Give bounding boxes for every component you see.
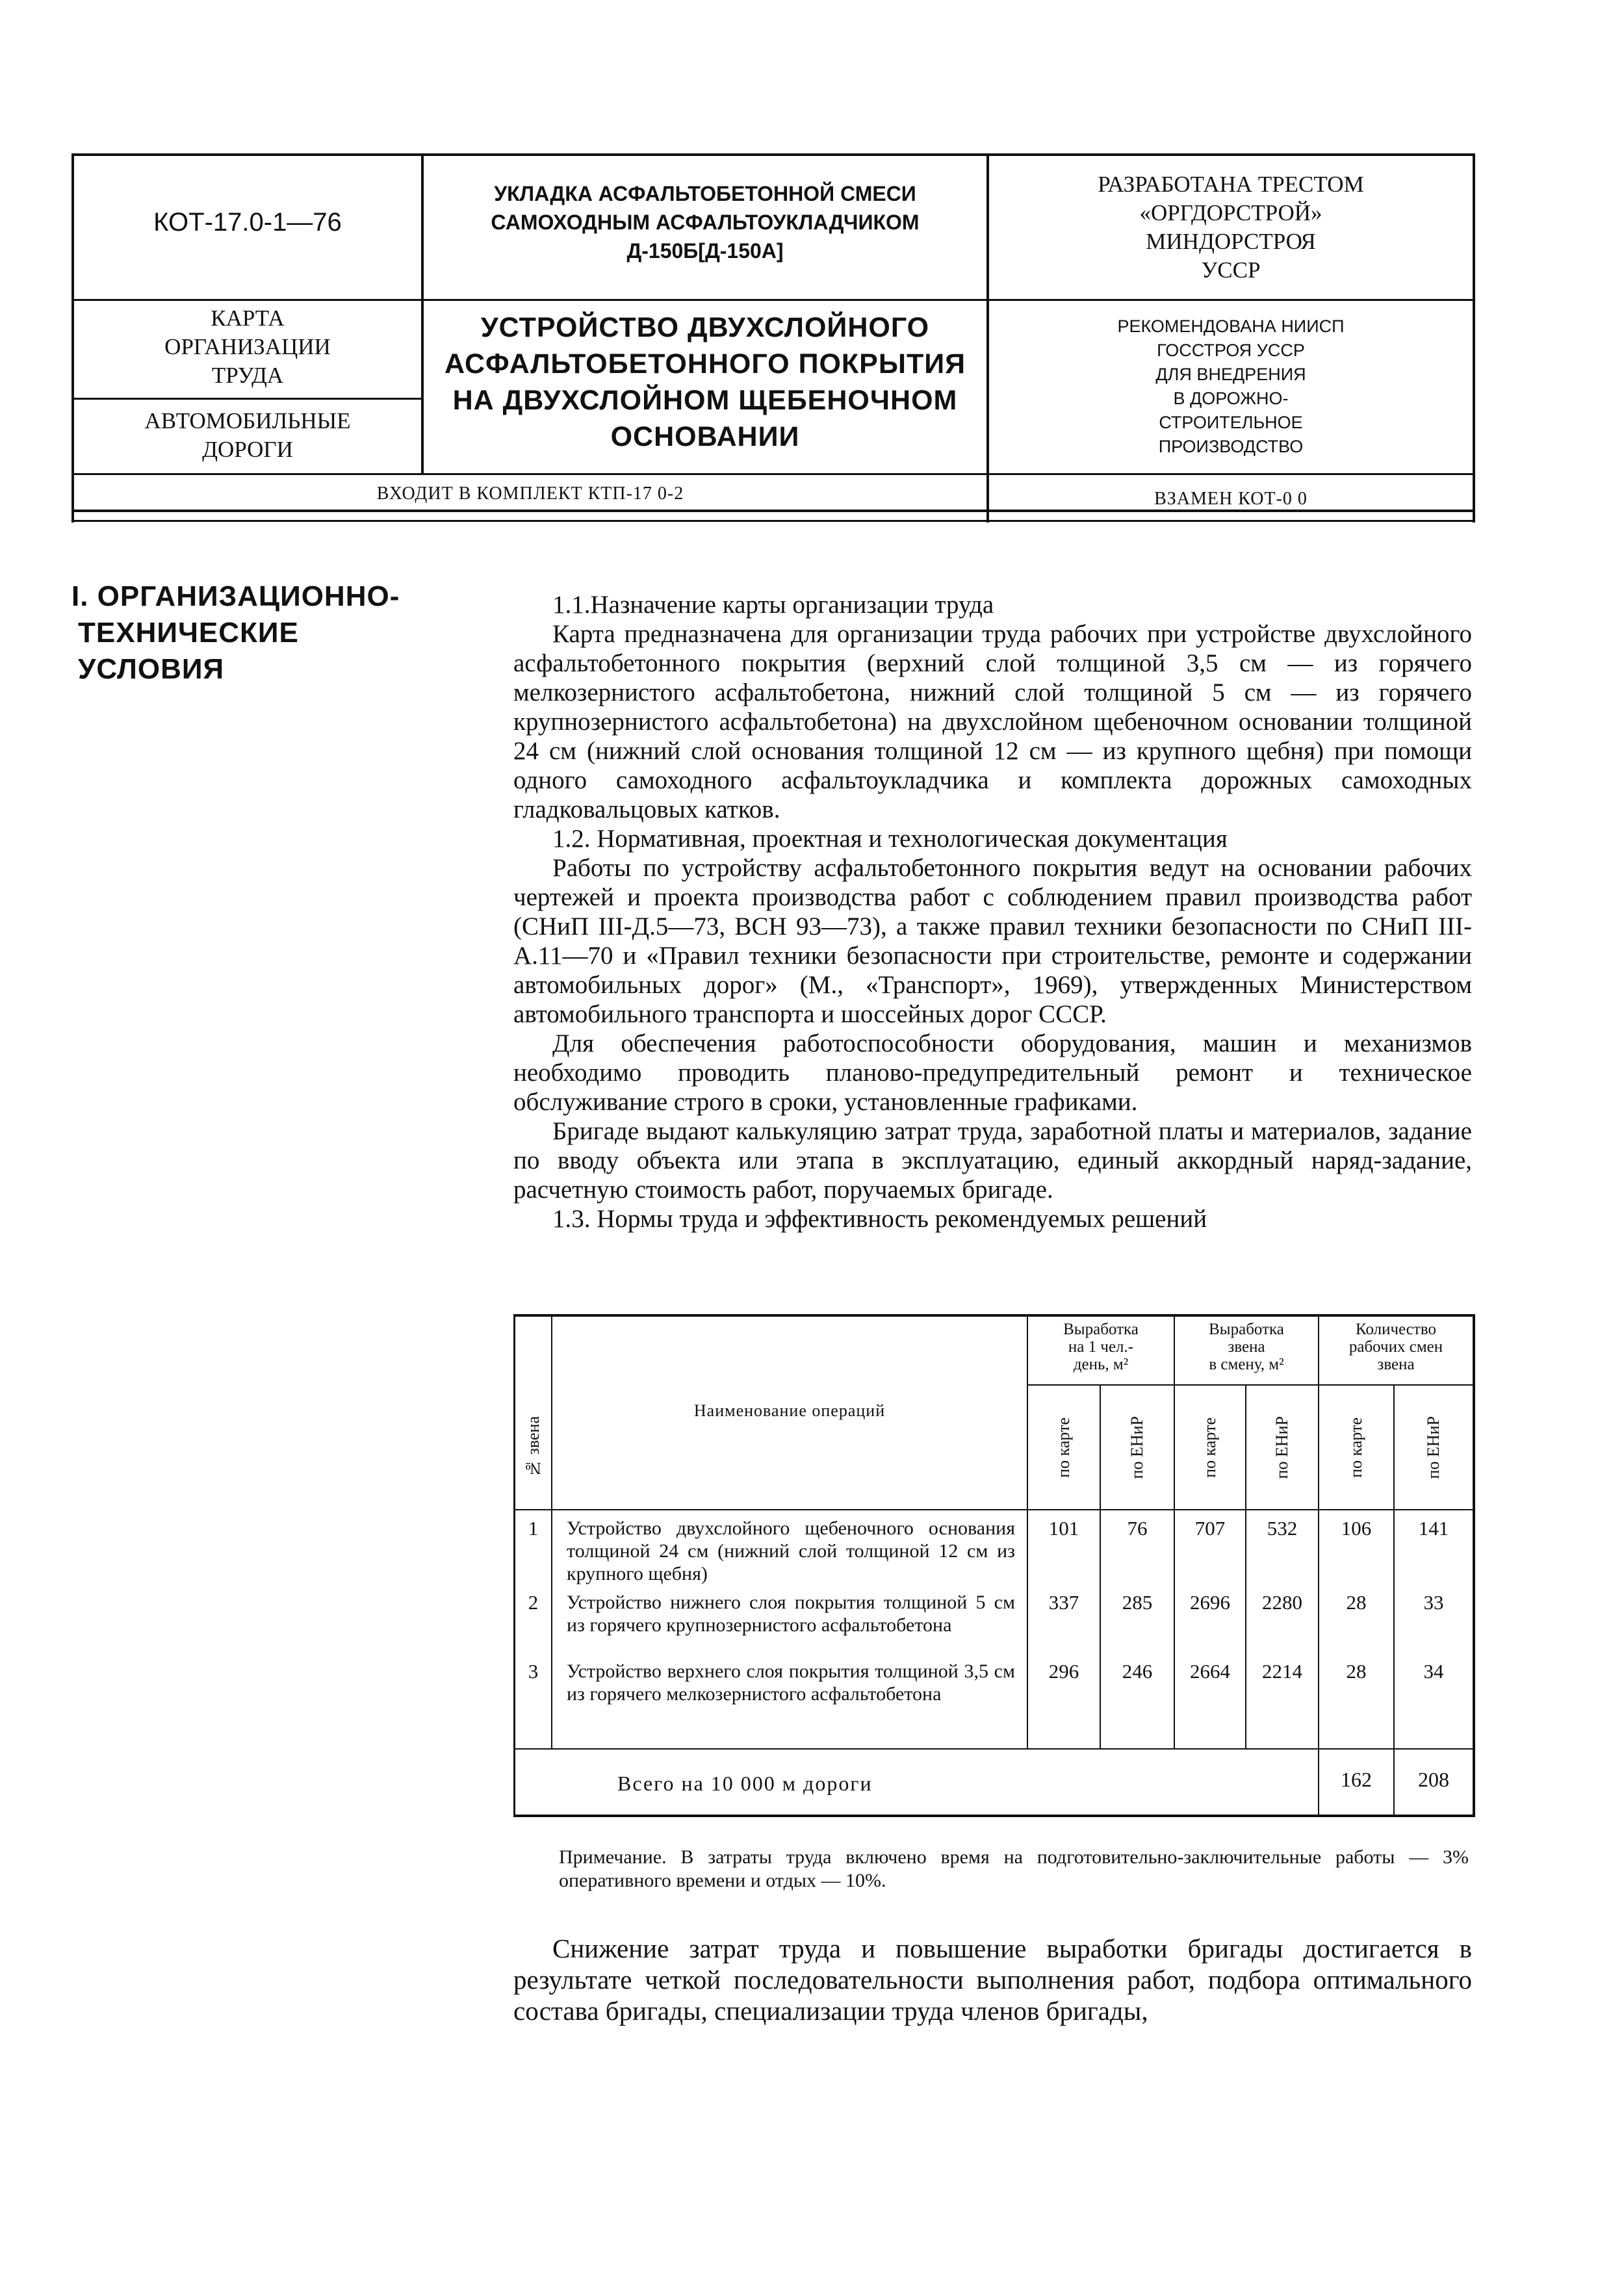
col-group-output-per-worker: Выработка на 1 чел.- день, м² — [1063, 1321, 1139, 1373]
subsection-1-1: 1.1.Назначение карты организации труда — [552, 591, 994, 619]
table-note: Примечание. В затраты труда включено время на подготовительно-заключительные работы — 3% оперативного времени и отдых — 10%. — [559, 1846, 1469, 1891]
col-group-shifts: Количество рабочих смен звена — [1348, 1321, 1443, 1373]
value-cell: 33 — [1423, 1591, 1444, 1614]
value-cell: 2280 — [1262, 1591, 1302, 1614]
value-cell: 28 — [1346, 1591, 1367, 1614]
row-number: 3 — [528, 1660, 539, 1683]
row-number: 2 — [528, 1591, 539, 1614]
title-top: УКЛАДКА АСФАЛЬТОБЕТОННОЙ СМЕСИ САМОХОДНЫМ АСФАЛЬТОУКЛАДЧИКОМ Д-150Б[Д-150А] — [491, 182, 920, 263]
subheader-enir: по ЕНиР — [1424, 1415, 1443, 1479]
value-cell: 246 — [1122, 1660, 1153, 1683]
paragraph-maintenance: Для обеспечения работоспособности оборудования, машин и механизмов необходимо проводить планово-предупредительный ремонт и техническое обслуживание строго в сроки, установленные графиками. — [513, 1029, 1472, 1116]
value-cell: 296 — [1048, 1660, 1079, 1683]
operation-name: Устройство двухслойного щебеночного основания толщиной 24 см (нижний слой толщиной 12 см из крупного щебня) — [567, 1518, 1015, 1584]
value-cell: 34 — [1423, 1660, 1444, 1683]
value-cell: 2214 — [1262, 1660, 1302, 1683]
value-cell: 101 — [1048, 1517, 1079, 1540]
value-cell: 2664 — [1190, 1660, 1230, 1683]
subsection-1-3: 1.3. Нормы труда и эффективность рекомендуемых решений — [552, 1205, 1207, 1233]
kit-label: ВХОДИТ В КОМПЛЕКТ КТП-17 0-2 — [376, 484, 684, 504]
operation-name: Устройство нижнего слоя покрытия толщиной 5 см из горячего крупнозернистого асфальтобетона — [567, 1592, 1015, 1636]
col-header-crew-no: № звена — [523, 1415, 543, 1478]
total-shifts-card: 162 — [1341, 1768, 1372, 1791]
value-cell: 2696 — [1190, 1591, 1230, 1614]
paragraph-documentation: Работы по устройству асфальтобетонного покрытия ведут на основании рабочих чертежей и проекта производства работ с соблюдением правил производства работ (СНиП III-Д.5—73, ВСН 93—73), а также правил техники безопасности по СНиП III-А.11—70 и «Правил техники безопасности при строительстве, ремонте и содержании автомобильных дорог» (М., «Транспорт», 1969), утвержденных Министерством автомобильного транспорта и шоссейных дорог СССР. — [513, 854, 1472, 1028]
operation-name: Устройство верхнего слоя покрытия толщиной 3,5 см из горячего мелкозернистого асфальтобетона — [567, 1660, 1015, 1705]
value-cell: 707 — [1194, 1517, 1226, 1540]
subheader-enir: по ЕНиР — [1128, 1415, 1146, 1479]
document-code: КОТ-17.0-1—76 — [153, 208, 342, 237]
value-cell: 141 — [1418, 1517, 1449, 1540]
closing-paragraph: Снижение затрат труда и повышение выработки бригады достигается в результате четкой последовательности выполнения работ, подбора оптимального состава бригады, специализации труда членов бригады, — [513, 1933, 1472, 2026]
value-cell: 76 — [1127, 1517, 1148, 1540]
paragraph-purpose: Карта предназначена для организации труда рабочих при устройстве двухслойного асфальтобетонного покрытия (верхний слой толщиной 3,5 см — из горячего мелкозернистого асфальтобетона, нижний слой толщиной 5 см — из горячего крупнозернистого асфальтобетона) на двухслойном щебеночном основании толщиной 24 см (нижний слой основания толщиной 12 см — из крупного щебня) при помощи одного самоходного асфальтоукладчика и комплекта дорожных самоходных гладковальцовых катков. — [513, 620, 1472, 823]
total-shifts-enir: 208 — [1418, 1768, 1449, 1791]
subheader-enir: по ЕНиР — [1272, 1415, 1291, 1479]
section-heading: I. ОРГАНИЗАЦИОННО- ТЕХНИЧЕСКИЕ УСЛОВИЯ — [71, 580, 400, 685]
card-type: КАРТА ОРГАНИЗАЦИИ ТРУДА — [164, 305, 331, 388]
value-cell: 28 — [1346, 1660, 1367, 1683]
value-cell: 532 — [1267, 1517, 1298, 1540]
row-number: 1 — [528, 1517, 539, 1540]
paragraph-brigade: Бригаде выдают калькуляцию затрат труда, заработной платы и материалов, задание по вводу объекта или этапа в эксплуатацию, единый аккордный наряд-задание, расчетную стоимость работ, поручаемых бригаде. — [513, 1117, 1472, 1204]
subheader-card: по карте — [1347, 1417, 1365, 1478]
developer-info: РАЗРАБОТАНА ТРЕСТОМ «ОРГДОРСТРОЙ» МИНДОРСТРОЯ УССР — [1098, 172, 1364, 283]
total-label: Всего на 10 000 м дороги — [617, 1772, 873, 1795]
value-cell: 285 — [1122, 1591, 1153, 1614]
value-cell: 337 — [1048, 1591, 1079, 1614]
subsection-1-2: 1.2. Нормативная, проектная и технологическая документация — [552, 825, 1228, 853]
value-cell: 106 — [1341, 1517, 1372, 1540]
category: АВТОМОБИЛЬНЫЕ ДОРОГИ — [144, 408, 351, 462]
replaces-label: ВЗАМЕН КОТ-0 0 — [1154, 489, 1308, 509]
body-text — [513, 590, 1472, 1234]
subheader-card: по карте — [1200, 1417, 1219, 1478]
recommendation: РЕКОМЕНДОВАНА НИИСП ГОССТРОЯ УССР ДЛЯ ВНЕДРЕНИЯ В ДОРОЖНО- СТРОИТЕЛЬНОЕ ПРОИЗВОДСТВО — [1117, 317, 1345, 456]
col-group-output-per-crew: Выработка звена в смену, м² — [1209, 1321, 1284, 1373]
col-header-operations: Наименование операций — [693, 1401, 886, 1420]
main-title: УСТРОЙСТВО ДВУХСЛОЙНОГО АСФАЛЬТОБЕТОННОГО ПОКРЫТИЯ НА ДВУХСЛОЙНОМ ЩЕБЕНОЧНОМ ОСНОВАНИИ — [444, 312, 966, 452]
subheader-card: по карте — [1054, 1417, 1073, 1478]
